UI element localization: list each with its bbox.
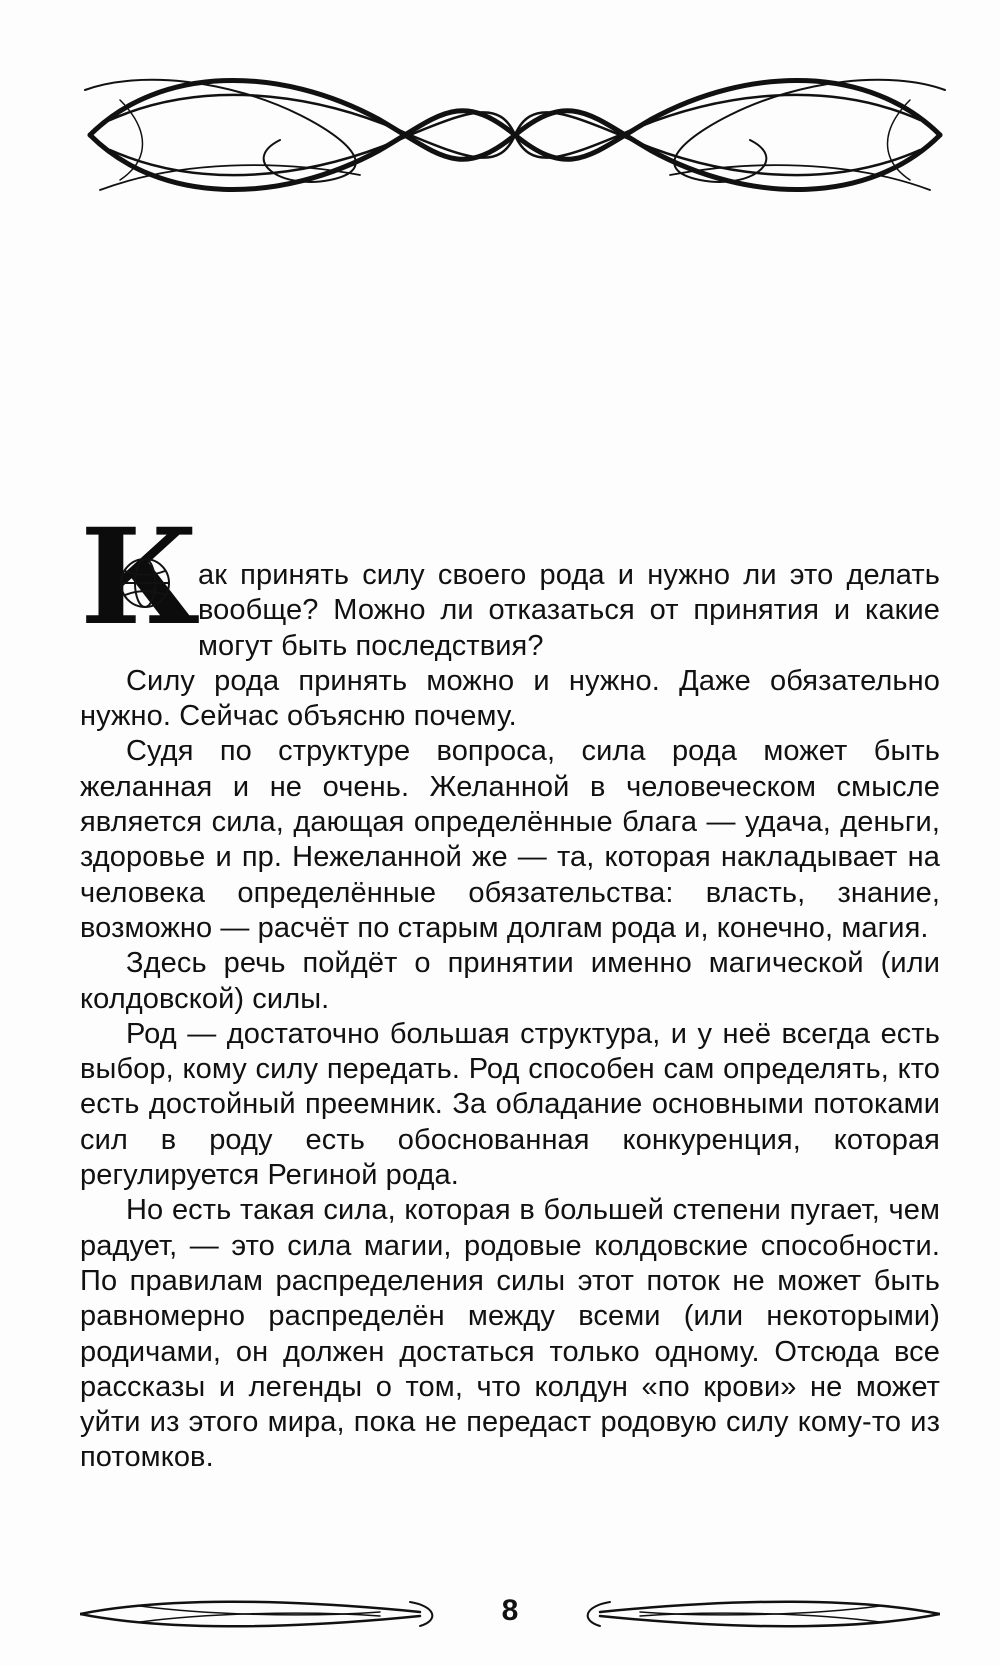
globe-ornament-icon [110,548,180,618]
spacer [80,518,940,558]
paragraph-3: Судя по структуре вопроса, сила рода может быть желанная и не очень. Желанной в человеческом смысле является сила, дающая определённые блага — удача, деньги, здоровье и пр. Нежеланной же — та, которая накладывает на человека определённые обязательства: власть, знание, возможно — расчёт по старым долгам рода и, конечно, магия. [80,735,940,944]
paragraph-1 [80,500,940,664]
page-footer [80,1590,940,1636]
header-ornament-icon [80,60,950,210]
page-number: 8 [501,1594,519,1627]
paragraph-5: Род — достаточно большая структура, и у неё всегда есть выбор, кому силу передать. Род способен сам определять, кто есть достойный преемник. За обладание основными потоками сил в роду есть обоснованная конкуренция, которая регулируется Региной рода. [80,1017,940,1192]
paragraph-6: Но есть такая сила, которая в большей степени пугает, чем радует, — это сила магии, родовые колдовские способности. По правилам распределения силы этот поток не может быть равномерно распределён между всеми (или некоторыми) родичами, он должен достаться только одному. Отсюда все рассказы и легенды о том, что колдун «по крови» не может уйти из этого мира, пока не передаст родовую силу кому-то из потомков. [80,1194,940,1474]
drop-cap-letter: К [80,500,201,655]
paragraph-1-text: ак принять силу своего рода и нужно ли это делать вообще? Можно ли отказаться от принятия и какие могут быть последствия? [198,559,940,662]
article-text [80,500,940,1476]
drop-cap [80,500,201,655]
paragraph-4: Здесь речь пойдёт о принятии именно магической (или колдовской) силы. [80,947,940,1015]
paragraph-2: Силу рода принять можно и нужно. Даже обязательно нужно. Сейчас объясню почему. [80,664,940,733]
footer-ornament-right-icon [570,1590,940,1636]
